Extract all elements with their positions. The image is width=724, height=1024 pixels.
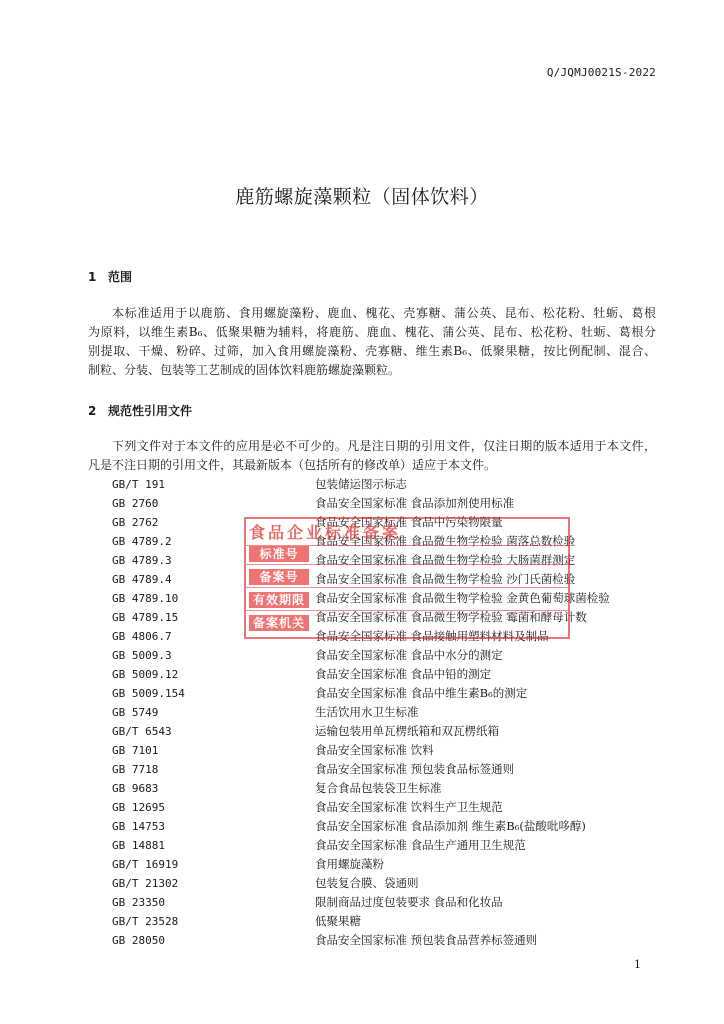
- reference-row: [112, 741, 672, 760]
- reference-row: [112, 874, 672, 893]
- paragraph-line: 制粒、分装、包装等工艺制成的固体饮料鹿筋螺旋藻颗粒。: [88, 363, 401, 377]
- stamp-label: 标准号: [249, 546, 309, 562]
- reference-row: [112, 532, 672, 551]
- reference-title: 生活饮用水卫生标准: [315, 705, 419, 719]
- reference-code: GB 4806.7: [112, 630, 172, 643]
- reference-row: [112, 703, 672, 722]
- reference-code: GB 5009.3: [112, 649, 172, 662]
- reference-row: [112, 893, 672, 912]
- reference-title: 食品安全国家标准 食品中污染物限量: [315, 515, 503, 529]
- reference-row: [112, 608, 672, 627]
- reference-code: GB/T 16919: [112, 858, 179, 871]
- reference-code: GB/T 21302: [112, 877, 179, 890]
- reference-row: [112, 627, 672, 646]
- reference-code: GB 23350: [112, 896, 165, 909]
- reference-code: GB 2762: [112, 516, 159, 529]
- reference-row: [112, 836, 672, 855]
- reference-row: [112, 494, 672, 513]
- reference-code: GB 2760: [112, 497, 159, 510]
- paragraph-line: 为原料，以维生素B₆、低聚果糖为辅料，将鹿筋、鹿血、槐花、蒲公英、昆布、松花粉、牡蛎、葛根分: [88, 325, 656, 339]
- reference-code: GB 14881: [112, 839, 165, 852]
- reference-code: GB 12695: [112, 801, 165, 814]
- reference-title: 食品安全国家标准 饮料生产卫生规范: [315, 800, 503, 814]
- reference-title: 食品安全国家标准 食品微生物学检验 菌落总数检验: [315, 534, 576, 548]
- paragraph-line: 凡是不注日期的引用文件，其最新版本（包括所有的修改单）适应于本文件。: [88, 458, 497, 472]
- reference-code: GB 4789.3: [112, 554, 172, 567]
- reference-row: [112, 570, 672, 589]
- paragraph-line: 下列文件对于本文件的应用是必不可少的。凡是注日期的引用文件，仅注日期的版本适用于本文件，: [112, 439, 656, 453]
- reference-code: GB/T 6543: [112, 725, 172, 738]
- reference-title: 食品安全国家标准 食品中维生素B₆的测定: [315, 686, 528, 700]
- reference-row: [112, 589, 672, 608]
- section-1-number: 1: [88, 270, 97, 284]
- reference-row: [112, 779, 672, 798]
- reference-title: 食品安全国家标准 预包装食品标签通则: [315, 762, 515, 776]
- reference-row: [112, 684, 672, 703]
- section-1-paragraph: [88, 304, 656, 380]
- reference-row: [112, 798, 672, 817]
- reference-row: [112, 855, 672, 874]
- reference-code: GB 7718: [112, 763, 159, 776]
- reference-row: [112, 665, 672, 684]
- reference-row: [112, 931, 672, 950]
- stamp-label: 备案号: [249, 569, 309, 585]
- reference-title: 食品安全国家标准 食品生产通用卫生规范: [315, 838, 526, 852]
- reference-title: 食品安全国家标准 预包装食品营养标签通则: [315, 933, 538, 947]
- reference-title: 食用螺旋藻粉: [315, 857, 384, 871]
- section-2-title: 规范性引用文件: [108, 404, 193, 418]
- reference-title: 食品安全国家标准 食品添加剂使用标准: [315, 496, 515, 510]
- reference-code: GB/T 191: [112, 478, 165, 491]
- reference-code: GB 9683: [112, 782, 159, 795]
- reference-title: 食品安全国家标准 饮料: [315, 743, 434, 757]
- reference-title: 包装复合膜、袋通则: [315, 876, 419, 890]
- reference-title: 食品安全国家标准 食品中铅的测定: [315, 667, 492, 681]
- paragraph-line: 本标准适用于以鹿筋、食用螺旋藻粉、鹿血、槐花、壳寡糖、蒲公英、昆布、松花粉、牡蛎、葛根: [112, 306, 656, 320]
- reference-title: 食品安全国家标准 食品添加剂 维生素B₆(盐酸吡哆醇): [315, 819, 586, 833]
- reference-title: 复合食品包装袋卫生标准: [315, 781, 442, 795]
- reference-row: [112, 551, 672, 570]
- section-1-heading: [88, 268, 132, 285]
- reference-title: 包装储运图示标志: [315, 477, 407, 491]
- paragraph-line: 别提取、干燥、粉碎、过筛，加入食用螺旋藻粉、壳寡糖、维生素B₆、低聚果糖，按比例配制、混合、: [88, 344, 656, 358]
- reference-title: 食品安全国家标准 食品微生物学检验 沙门氏菌检验: [315, 572, 576, 586]
- stamp-label: 有效期限: [249, 592, 309, 608]
- reference-row: [112, 646, 672, 665]
- stamp-top-label: 食品企业标准备案: [249, 523, 402, 542]
- reference-title: 限制商品过度包装要求 食品和化妆品: [315, 895, 503, 909]
- reference-code: GB 5749: [112, 706, 159, 719]
- reference-row: [112, 513, 672, 532]
- reference-code: GB 5009.12: [112, 668, 179, 681]
- section-2-number: 2: [88, 404, 97, 418]
- reference-code: GB 28050: [112, 934, 165, 947]
- reference-title: 食品安全国家标准 食品微生物学检验 霉菌和酵母计数: [315, 610, 587, 624]
- reference-title: 食品安全国家标准 食品接触用塑料材料及制品: [315, 629, 549, 643]
- section-1-title: 范围: [108, 270, 133, 284]
- reference-list: [112, 475, 672, 950]
- reference-row: [112, 722, 672, 741]
- page-number: 1: [634, 958, 641, 971]
- reference-row: [112, 912, 672, 931]
- stamp-label: 备案机关: [249, 615, 309, 631]
- reference-code: GB 4789.2: [112, 535, 172, 548]
- reference-code: GB 14753: [112, 820, 165, 833]
- reference-code: GB 5009.154: [112, 687, 185, 700]
- reference-code: GB 4789.10: [112, 592, 179, 605]
- section-2-paragraph: [88, 437, 656, 475]
- reference-title: 运输包装用单瓦楞纸箱和双瓦楞纸箱: [315, 724, 499, 738]
- reference-row: [112, 817, 672, 836]
- reference-title: 低聚果糖: [315, 914, 361, 928]
- reference-title: 食品安全国家标准 食品微生物学检验 大肠菌群测定: [315, 553, 576, 567]
- reference-code: GB 7101: [112, 744, 159, 757]
- standard-code: Q/JQMJ0021S-2022: [546, 66, 656, 79]
- reference-code: GB/T 23528: [112, 915, 179, 928]
- reference-code: GB 4789.15: [112, 611, 179, 624]
- document-title: 鹿筋螺旋藻颗粒（固体饮料）: [235, 186, 489, 208]
- section-2-heading: [88, 402, 192, 419]
- reference-code: GB 4789.4: [112, 573, 172, 586]
- reference-title: 食品安全国家标准 食品中水分的测定: [315, 648, 503, 662]
- reference-row: [112, 760, 672, 779]
- reference-title: 食品安全国家标准 食品微生物学检验 金黄色葡萄球菌检验: [315, 591, 610, 605]
- reference-row: [112, 475, 672, 494]
